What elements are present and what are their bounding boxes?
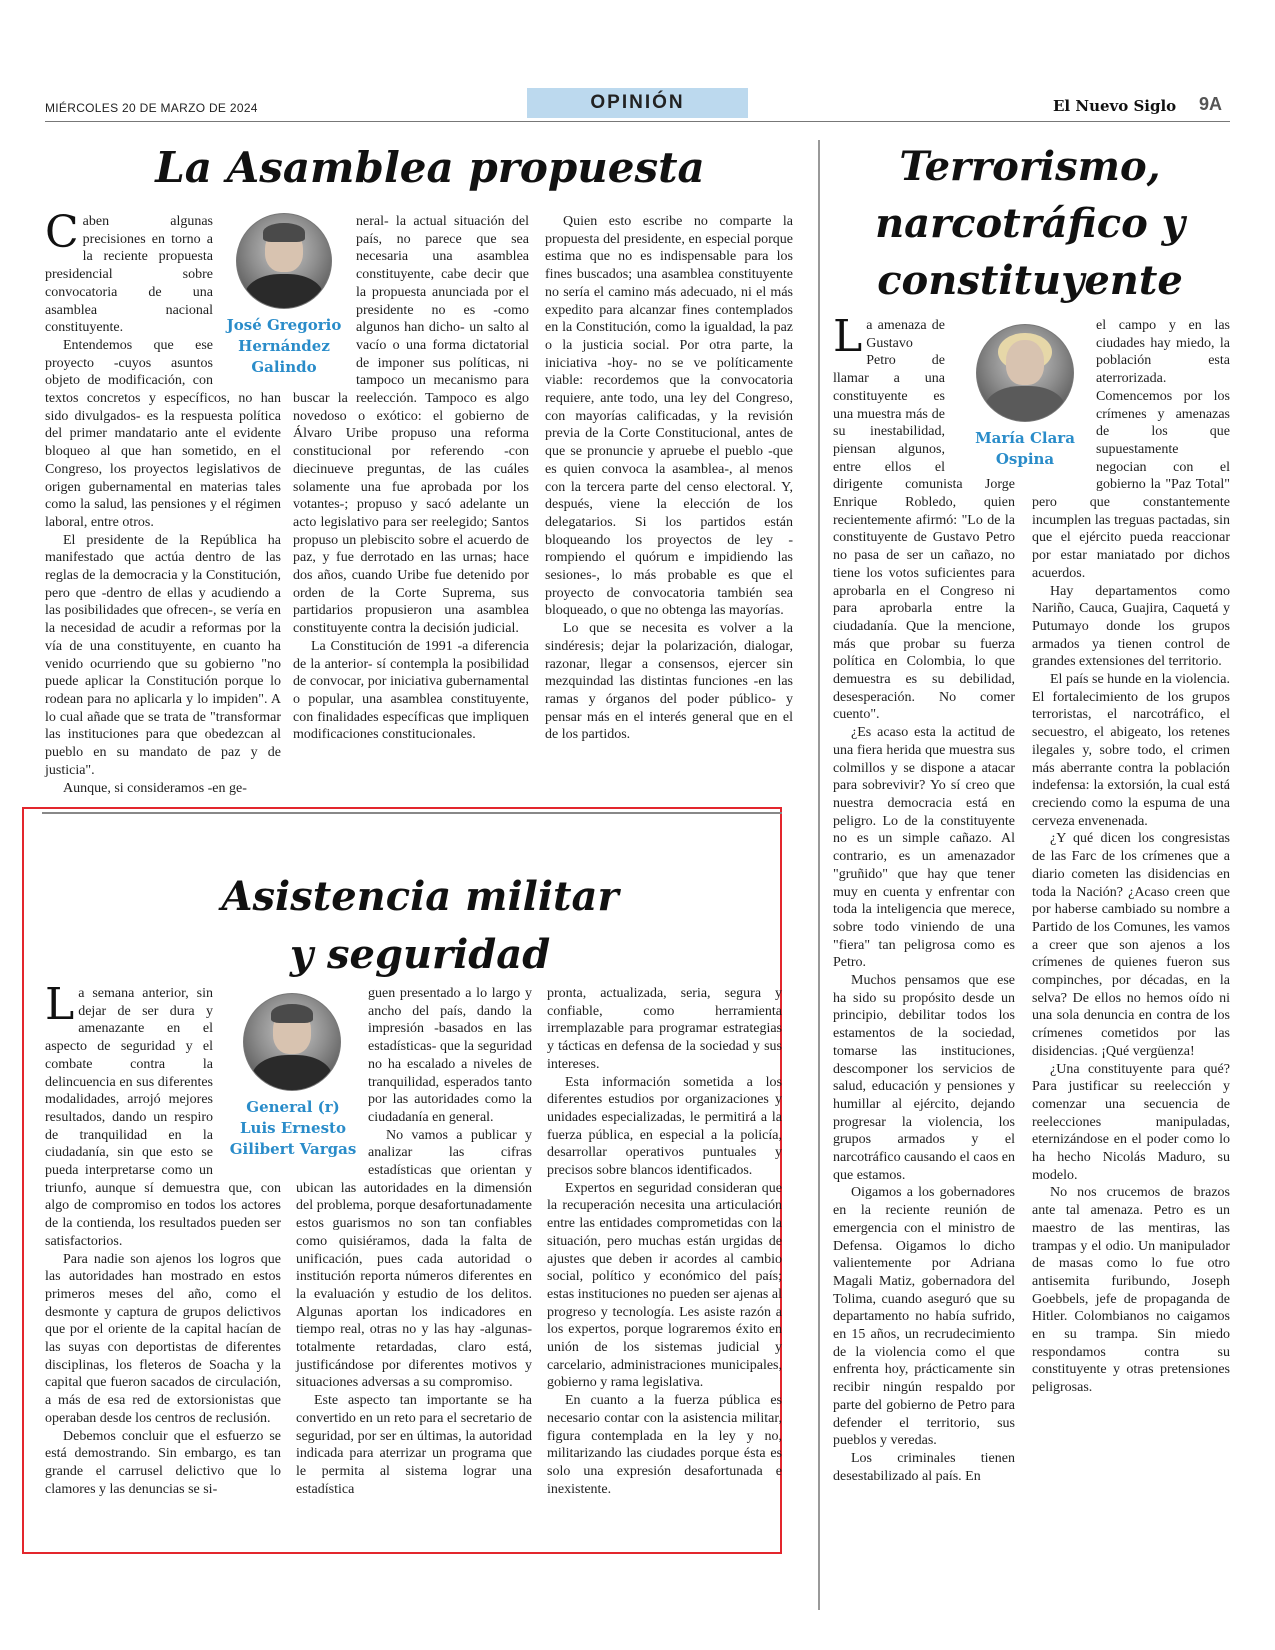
article1-title: La Asamblea propuesta <box>155 143 705 192</box>
paragraph: El presidente de la República ha manifestado que actúa dentro de las reglas de la democracia y la Constitución, pero que -dentro de ellas y acudiendo a las posibilidades que ofrecen-, se vería en la necesidad de acudir a reformas por la vía de una constituyente, en cuanto ha venido ocurriendo que su gobierno "no puede aplicar la Constitución porque lo rodean para no aplicarla y lo impiden". A lo cual añade que se trata de "transformar las instituciones para que obedezcan al pueblo en su mandato de paz y de justicia". <box>45 532 281 778</box>
paragraph: Muchos pensamos que ese ha sido su propósito desde un principio, debilitar todos los estamentos de la sociedad, tomarse las instituciones, descomponer los servicios de salud, educación y pensiones y humillar al ejército, dejando progresar la violencia, los grupos armados y el narcotráfico causando el caos en que estamos. <box>833 973 1015 1183</box>
article2-column-1 <box>833 311 1015 1485</box>
paragraph: Este aspecto tan importante se ha convertido en un reto para el secretario de seguridad, por ser en últimas, la autoridad indicada para aterrizar un programa que le permita al sistema lograr una estadística <box>296 1393 532 1497</box>
article1-column-2 <box>293 213 529 744</box>
byline-line: Ospina <box>995 450 1055 468</box>
paragraph: La Constitución de 1991 -a diferencia de la anterior- sí contempla la posibilidad de convocar, por iniciativa gubernamental o popular, una asamblea constituyente, con finalidades específicas que impliquen modificaciones constitucionales. <box>293 638 529 743</box>
paragraph: En cuanto a la fuerza pública es necesario contar con la asistencia militar, figura contemplada en la ley y no, militarizando las ciudades porque ésta es solo una expresión desafortunada e inexistente. <box>547 1393 782 1497</box>
title-line: narcotráfico y <box>875 200 1185 247</box>
paragraph: Hay departamentos como Nariño, Cauca, Guajira, Caquetá y Putumayo donde los grupos armados ya tienen control de grandes extensiones del territorio. <box>1032 583 1230 670</box>
paragraph: Oigamos a los gobernadores en la reciente reunión de emergencia con el ministro de Defensa. Oigamos lo dicho valientemente por Adriana Magali Matiz, gobernadora del Tolima, cuando aseguró que su departamento no había sufrido, en 15 años, un recrudecimiento de la violencia como el que enfrenta hoy, prácticamente sin recibir ningún respaldo por parte del gobierno de Petro para defender el territorio, sus pueblos y veredas. <box>833 1185 1015 1449</box>
paragraph: Entendemos que ese proyecto -cuyos asuntos objeto de modificación, con textos concretos y específicos, no han sido divulgados- es la respuesta política del primer mandatario ante el evidente bloqueo al que han sometido, en el Congreso, los proyectos legislativos de origen gubernamental en materias tales como la salud, las pensiones y el régimen laboral, entre otros. <box>45 337 281 530</box>
paragraph: Los criminales tienen desestabilizado al país. En <box>833 1451 1015 1484</box>
paragraph: Debemos concluir que el esfuerzo se está demostrando. Sin embargo, es tan grande el carrusel delictivo que lo clamores y las denuncias se si- <box>45 1428 281 1497</box>
paragraph-text: aben algunas precisiones en torno a la reciente propuesta presidencial sobre convocatoria de una asamblea nacional constituyente. <box>45 214 213 336</box>
page-number: 9A <box>1199 94 1223 114</box>
section-rule <box>42 812 782 814</box>
paragraph: ¿Y qué dicen los congresistas de las Farc de los crímenes que a diario cometen las disidencias en toda la Nación? ¿Acaso creen que por haberse cambiado su nombre a Partido de los Comunes, les vamos a creer que son ajenos a los crímenes de quienes fueron sus compinches, por décadas, en la selva? De ellos no hemos oído ni una sola denuncia en contra de los crímenes cometidos por las disidencias. ¡Qué vergüenza! <box>1032 831 1230 1059</box>
dropcap: L <box>45 979 75 1030</box>
header-rule <box>45 121 1230 122</box>
paragraph: ¿Es acaso esta la actitud de una fiera herida que muestra sus colmillos y se dispone a atacar para sobrevivir? Yo sí creo que nuestra democracia está en peligro. Lo de la constituyente no es un simple cañazo. Al contrario, es un amenazador "gruñido" que hay que tener muy en cuenta y enfrentar con toda la inteligencia que merece, sobre todo viniendo de una "fiera" tan peligrosa como es Petro. <box>833 725 1015 971</box>
paragraph: Quien esto escribe no comparte la propuesta del presidente, en especial porque estima que no es indispensable para los fines buscados; una asamblea constituyente no sería el camino más adecuado, ni el más expedito para alcanzar fines contemplados en la Constitución, como la igualdad, la paz o la justicia social. Por otra parte, la iniciativa -hoy- no se ve políticamente viable: recordemos que la convocatoria requiere, ante todo, una ley del Congreso, con mayorías calificadas, y la revisión previa de la Corte Constitucional, antes de que se pronuncie y apruebe el pueblo -que es quien convoca la asamblea-, al menos con la tercera parte del censo electoral. Y, después, viene la elección de los delegatarios. Si los partidos están bloqueando los proyectos de ley -rompiendo el quórum e impidiendo las sesiones-, lo más probable es que el proyecto de convocatoria también sea bloqueado, o que no obtenga las mayorías. <box>545 214 793 619</box>
article1-column-3 <box>545 213 793 744</box>
paragraph: el campo y en las ciudades hay miedo, la población esta aterrorizada. Comencemos por los crímenes y amenazas de los que supuestamente negocian con el gobierno la "Paz Total" pero que constantemente incumplen las treguas pactadas, sin que el ejército pueda reaccionar por estar maniatado por dichos acuerdos. <box>1032 318 1230 581</box>
dropcap: L <box>833 311 863 362</box>
newspaper-name: El Nuevo Siglo <box>1053 97 1177 115</box>
paragraph: ¿Una constituyente para qué? Para justificar su reelección y comenzar una secuencia de reelecciones manipuladas, eternizándose en el poder como lo ha hecho Nicolás Maduro, su modelo. <box>1032 1061 1230 1183</box>
paragraph: El país se hunde en la violencia. El fortalecimiento de los grupos terroristas, el narcotráfico, el secuestro, el abigeato, los retenes ilegales y, sobre todo, el crimen más aberrante contra la población indefensa: la extorsión, la cual está creciendo como la espuma de una cerveza envenenada. <box>1032 672 1230 829</box>
article1-column-1 <box>45 207 281 797</box>
title-line: Terrorismo, <box>899 143 1161 190</box>
article2-title <box>830 138 1230 309</box>
paragraph: Esta información sometida a los diferentes estudios por organizaciones y unidades especializadas, le permitirá a la fuerza pública, en especial a la policía, desarrollar operativos puntuales y precisos sobre blancos identificados. <box>547 1074 782 1179</box>
paragraph: No nos crucemos de brazos ante tal amenaza. Petro es un maestro de las mentiras, las trampas y el odio. Un manipulador de masas como lo fue otro antisemita furibundo, Joseph Goebbels, jefe de propaganda de Hitler. Colombianos no caigamos en su trampa. Sin miedo respondamos contra su constituyente y otras pretensiones peligrosas. <box>1032 1185 1230 1396</box>
paragraph: Aunque, si consideramos -en ge- <box>63 780 247 796</box>
paragraph: Lo que se necesita es volver a la sindéresis; dejar la polarización, dialogar, razonar, llegar a consensos, ejercer sin mezquindad las distintas funciones -en las ramas y órganos del poder público- y pensar más en el interés general que en el de los partidos. <box>545 621 793 743</box>
section-label: OPINIÓN <box>527 88 748 118</box>
article3-title <box>40 868 800 984</box>
issue-date: MIÉRCOLES 20 DE MARZO DE 2024 <box>45 101 258 115</box>
title-line: constituyente <box>877 257 1183 304</box>
byline-line: José Gregorio <box>226 316 342 334</box>
paragraph: guen presentado a lo largo y ancho del país, dando la impresión -basados en las estadísticas- que la seguridad no ha escalado a niveles de tranquilidad, esperados tanto por las autoridades como la ciudadanía en general. <box>368 986 532 1125</box>
byline-line: Galindo <box>251 358 317 376</box>
dropcap: C <box>45 207 79 258</box>
paragraph-text: a amenaza de Gustavo Petro de llamar a una constituyente es una muestra más de su inestabilidad, piensan algunos, entre ellos el dirigente comunista Jorge Enrique Robledo, quien recientemente afirmó: "Lo de la constituyente de Gustavo Petro no pasa de ser un cañazo, no tiene los votos suficientes para aprobarla en el Congreso ni para aprobarla entre la ciudadanía. Que la mencione, más que probar su fuerza política en Colombia, lo que demuestra es su debilidad, desesperación. No comer cuento". <box>833 318 1015 723</box>
article3-column-1 <box>45 979 281 1498</box>
title-line: Asistencia militar <box>221 873 619 920</box>
column-divider <box>818 140 820 1610</box>
paragraph: Para nadie son ajenos los logros que las autoridades han mostrado en estos primeros meses del año, como el desmonte y captura de grupos delictivos que por el oriente de la capital hacían de las suyas con deportistas de diferentes disciplinas, los fleteros de Soacha y la capital que fueron sacados de circulación, a más de esa red de extorsionistas que operaban desde los centros de reclusión. <box>45 1251 281 1426</box>
paragraph-text: a semana anterior, sin dejar de ser dura y amenazante en el aspecto de seguridad y el combate contra la delincuencia en sus diferentes modalidades, arrojó mejores resultados, dando un respiro de tranquilidad en la ciudadanía, sin que esto se pueda interpretarse como un triunfo, aunque sí demuestra que, con algo de compromiso en todos los actores de la contienda, los resultados pueden ser satisfactorios. <box>45 986 281 1249</box>
title-line: y seguridad <box>289 931 551 978</box>
byline-line: General (r) <box>246 1098 340 1116</box>
article3-column-3 <box>547 985 782 1498</box>
article3-column-2 <box>296 985 532 1498</box>
paragraph: neral- la actual situación del país, no parece que sea necesaria una asamblea constituyente, cabe decir que la propuesta anunciada por el presidente no es -como algunos han dicho- un salto al vacío o una forma dictatorial de imponer sus políticas, ni tampoco un mecanismo para buscar la reelección. Tampoco es algo novedoso o exótico: el gobierno de Álvaro Uribe propuso una reforma constitucional por referendo -con diecinueve preguntas, de las cuáles solamente una fue aprobada por los votantes-; propuso y sacó adelante un acto legislativo para ser reelegido; Santos propuso un plebiscito sobre el acuerdo de paz, y fue derrotado en las urnas; hace dos años, cuando Uribe fue detenido por orden de la Corte Suprema, sus partidarios propusieron una asamblea constituyente contra la decisión judicial. <box>293 214 529 637</box>
paragraph: No vamos a publicar y analizar las cifras estadísticas que orientan y ubican las autoridades en la dimensión del problema, porque desafortunadamente estos guarismos no son tan confiables como quisiéramos, dada la falta de unificación, pues cada autoridad o institución reporta números diferentes en la evaluación y estudio de los delitos. Algunas aportan los indicadores en tiempo real, otras no y las hay -algunas- totalmente retardadas, claro está, justificándose por diferentes motivos y situaciones adversas a su compromiso. <box>296 1127 532 1391</box>
byline-line: Gilibert Vargas <box>229 1140 357 1158</box>
paragraph: Expertos en seguridad consideran que la recuperación necesita una articulación entre las entidades comprometidas con la situación, pero muchas están urgidas de ajustes que deben ir acordes al cambio social, político y económico del país; estas instituciones no pueden ser ajenas al progreso y tecnología. Les asiste razón a los expertos, porque lograremos éxito en unión de los sistemas judicial y carcelario, administraciones municipales, gobierno y rama legislativa. <box>547 1180 782 1391</box>
article2-column-2 <box>1032 317 1230 1397</box>
paragraph: pronta, actualizada, seria, segura y confiable, como herramienta irremplazable para programar estrategias y tácticas en defensa de la sociedad y sus intereses. <box>547 986 782 1072</box>
byline-line: María Clara <box>975 429 1075 447</box>
byline-line: Luis Ernesto <box>240 1119 346 1137</box>
byline-line: Hernández <box>238 337 330 355</box>
